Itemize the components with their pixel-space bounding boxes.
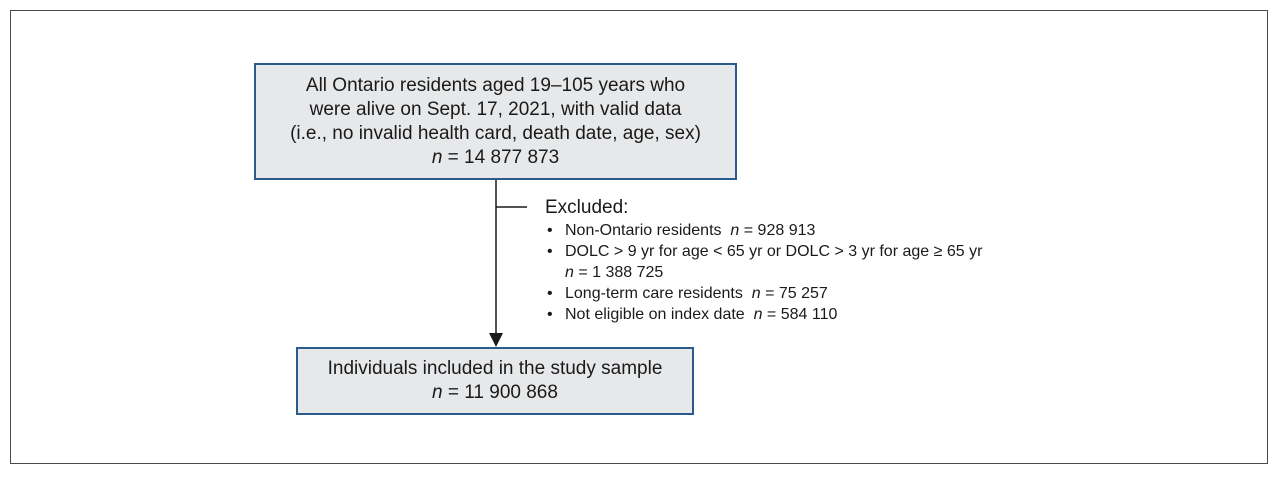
n-symbol: n: [753, 306, 763, 323]
exclusion-item: [545, 304, 982, 325]
flow-arrowhead: [489, 333, 503, 347]
n-symbol: n: [730, 222, 740, 239]
exclusion-item: [545, 283, 982, 304]
n-symbol: n: [431, 146, 443, 168]
exclusion-heading: Excluded:: [545, 197, 629, 218]
count-value: = 75 257: [760, 285, 828, 302]
exclusion-text: DOLC > 9 yr for age < 65 yr or DOLC > 3 yr for age ≥ 65 yr: [565, 243, 983, 260]
count-value: = 1 388 725: [573, 264, 664, 281]
source-population-box: [254, 63, 737, 180]
exclusion-item: [545, 241, 982, 283]
exclusion-count-line: [565, 262, 982, 283]
source-population-line-1: All Ontario residents aged 19–105 years who: [305, 74, 686, 96]
study-sample-line-1: Individuals included in the study sample: [327, 358, 663, 379]
source-population-count: [432, 146, 559, 170]
study-sample-count: [432, 381, 558, 405]
count-value: = 928 913: [739, 222, 816, 239]
count-value: = 14 877 873: [442, 146, 560, 168]
n-symbol: n: [751, 285, 761, 302]
bullet: •: [547, 243, 553, 260]
n-symbol: n: [432, 382, 443, 403]
exclusion-text: Not eligible on index date: [565, 306, 745, 323]
exclusion-item: [545, 220, 982, 241]
exclusion-items: [545, 220, 982, 325]
bullet: •: [547, 222, 553, 239]
exclusion-text: Non-Ontario residents: [565, 222, 722, 239]
study-sample-box: [296, 347, 694, 415]
count-value: = 584 110: [762, 306, 838, 323]
count-value: = 11 900 868: [442, 382, 558, 403]
n-symbol: n: [565, 264, 574, 281]
bullet: •: [547, 285, 553, 302]
source-population-line-3: (i.e., no invalid health card, death date, age, sex): [290, 122, 701, 144]
bullet: •: [547, 306, 553, 323]
exclusion-text: Long-term care residents: [565, 285, 743, 302]
source-population-line-2: were alive on Sept. 17, 2021, with valid data: [309, 98, 682, 120]
exclusion-list: [545, 196, 982, 325]
